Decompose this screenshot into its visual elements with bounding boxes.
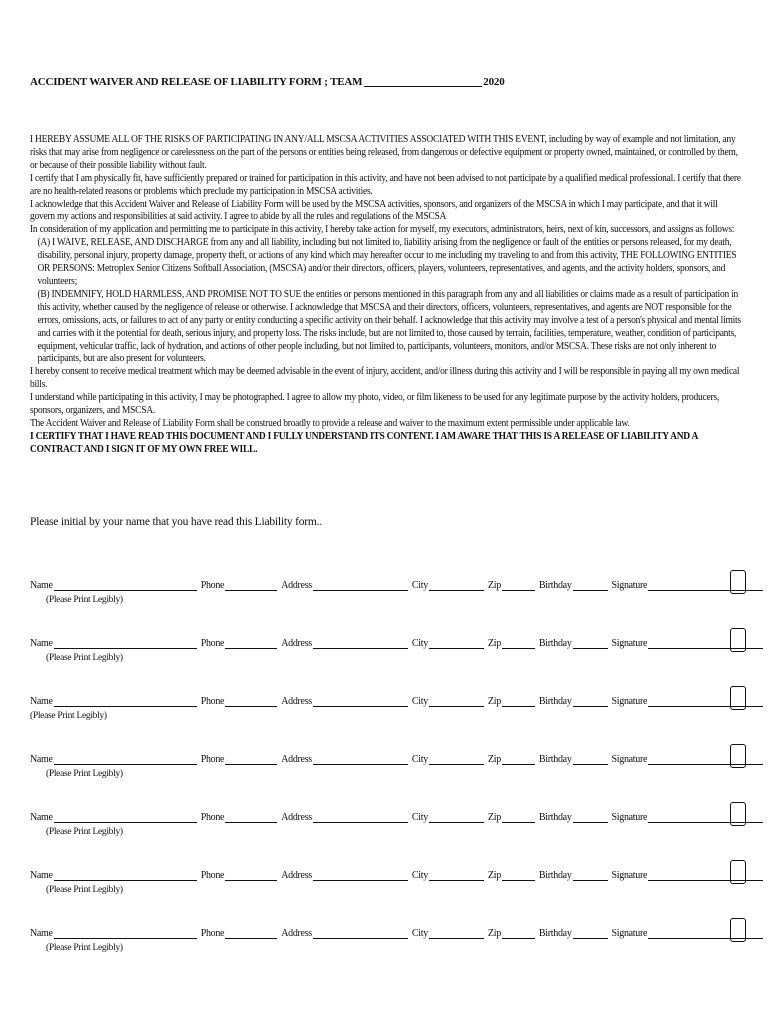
zip-field[interactable]	[502, 638, 535, 649]
address-field-group	[281, 580, 408, 591]
signature-row	[30, 580, 750, 620]
phone-field[interactable]	[225, 696, 277, 707]
address-field[interactable]	[313, 928, 408, 939]
initial-box[interactable]	[730, 802, 746, 826]
city-label: City	[411, 638, 428, 649]
signature-row	[30, 870, 750, 910]
address-label: Address	[281, 928, 312, 939]
birthday-field[interactable]	[573, 928, 608, 939]
birthday-field-group	[539, 580, 608, 591]
phone-field[interactable]	[225, 870, 277, 881]
paragraph-assume-risks: I HEREBY ASSUME ALL OF THE RISKS OF PARTICIPATING IN ANY/ALL MSCSA ACTIVITIES ASSOCIATED WITH THIS EVENT, including by way of example and not limitation, any risks that may arise from negligence or carelessness on the part of the persons or entities being released, from dangerous or defective equipment or property owned, maintained, or controlled by them, or because of their possible liability without fault.	[30, 134, 738, 171]
print-legibly-note: (Please Print Legibly)	[46, 769, 123, 779]
zip-field-group	[488, 580, 535, 591]
city-label: City	[411, 870, 428, 881]
name-label: Name	[30, 754, 53, 765]
birthday-field-group	[539, 754, 608, 765]
zip-label: Zip	[487, 754, 501, 765]
birthday-field[interactable]	[573, 812, 608, 823]
zip-field[interactable]	[502, 580, 535, 591]
phone-field[interactable]	[225, 580, 277, 591]
signature-row-fields	[30, 870, 767, 881]
city-field[interactable]	[429, 696, 484, 707]
address-label: Address	[281, 696, 312, 707]
city-label: City	[411, 812, 428, 823]
zip-label: Zip	[487, 870, 501, 881]
name-field-group	[30, 812, 197, 823]
birthday-label: Birthday	[538, 638, 572, 649]
zip-field-group	[488, 638, 535, 649]
name-field[interactable]	[54, 870, 197, 881]
name-label: Name	[30, 812, 53, 823]
city-field-group	[412, 928, 484, 939]
paragraph-certify: I CERTIFY THAT I HAVE READ THIS DOCUMENT AND I FULLY UNDERSTAND ITS CONTENT. I AM AWARE THAT THIS IS A RELEASE OF LIABILITY AND A CONTRACT AND I SIGN IT OF MY OWN FREE WILL.	[30, 430, 698, 455]
phone-field-group	[201, 812, 278, 823]
zip-field-group	[488, 754, 535, 765]
signature-row	[30, 754, 750, 794]
city-field-group	[412, 580, 484, 591]
phone-label: Phone	[200, 580, 225, 591]
city-field[interactable]	[429, 812, 484, 823]
name-field-group	[30, 870, 197, 881]
signature-row-fields	[30, 696, 767, 707]
signature-label: Signature	[611, 812, 648, 823]
phone-field[interactable]	[225, 812, 277, 823]
address-field-group	[281, 754, 408, 765]
zip-field-group	[488, 928, 535, 939]
phone-field-group	[201, 638, 278, 649]
name-field[interactable]	[54, 754, 197, 765]
address-field-group	[281, 928, 408, 939]
initial-box[interactable]	[730, 628, 746, 652]
paragraph-construed-broadly: The Accident Waiver and Release of Liability Form shall be construed broadly to provide a release and waiver to the maximum extent permissible under applicable law.	[30, 417, 630, 429]
paragraph-indemnify: (B) INDEMNIFY, HOLD HARMLESS, AND PROMISE NOT TO SUE the entities or persons mentioned in this paragraph from any and all liabilities or claims made as a result of participation in this activity, whether caused by the negligence of release or otherwise. I acknowledge that MSCSA and their directors, officers, volunteers, representatives, and agents are NOT responsible for the errors, omissions, acts, or failures to act of any party or entity conducting a specific activity on their behalf. I acknowledge that this activity may involve a test of a person's physical and mental limits and carries with it the potential for death, serious injury, and property loss. The risks include, but are not limited to, those caused by terrain, facilities, temperature, weather, condition of participants, equipment, vehicular traffic, lack of hydration, and actions of other people including, but not limited to, participants, volunteers, monitors, and/or MSCSA. These risks are not only inherent to participants, but are also present for volunteers.	[37, 288, 741, 365]
signature-row-fields	[30, 928, 767, 939]
name-label: Name	[30, 870, 53, 881]
zip-field[interactable]	[502, 696, 535, 707]
name-field-group	[30, 580, 197, 591]
birthday-field-group	[539, 812, 608, 823]
form-title	[30, 76, 505, 88]
city-label: City	[411, 696, 428, 707]
signature-label: Signature	[611, 580, 648, 591]
birthday-label: Birthday	[538, 754, 572, 765]
paragraph-physically-fit: I certify that I am physically fit, have sufficiently prepared or trained for participation in this activity, and have not been advised to not participate by a qualified medical professional. I certify that there are no health-related reasons or problems which preclude my participation in MSCSA activities.	[30, 172, 741, 197]
signature-label: Signature	[611, 928, 648, 939]
address-field[interactable]	[313, 754, 408, 765]
initial-box[interactable]	[730, 860, 746, 884]
address-label: Address	[281, 580, 312, 591]
phone-field-group	[201, 754, 278, 765]
phone-field[interactable]	[225, 928, 277, 939]
signature-label: Signature	[611, 638, 648, 649]
name-field-group	[30, 696, 197, 707]
address-field[interactable]	[313, 696, 408, 707]
signature-label: Signature	[611, 870, 648, 881]
birthday-field[interactable]	[573, 696, 608, 707]
phone-label: Phone	[200, 696, 225, 707]
city-field-group	[412, 696, 484, 707]
form-title-text: ACCIDENT WAIVER AND RELEASE OF LIABILITY FORM ; TEAM	[30, 76, 363, 88]
address-field-group	[281, 870, 408, 881]
city-field[interactable]	[429, 580, 484, 591]
address-label: Address	[281, 754, 312, 765]
waiver-body	[30, 134, 741, 457]
address-label: Address	[281, 812, 312, 823]
address-field[interactable]	[313, 638, 408, 649]
city-field[interactable]	[429, 928, 484, 939]
initial-instruction: Please initial by your name that you have read this Liability form..	[30, 516, 323, 528]
zip-field-group	[488, 812, 535, 823]
address-label: Address	[281, 870, 312, 881]
paragraph-acknowledge-use: I acknowledge that this Accident Waiver and Release of Liability Form will be used by the MSCSA activities, sponsors, and organizers of the MSCSA in which I may participate, and that it will govern my actions and responsibilities at said activity. I agree to abide by all the rules and regulations of the MSCSA	[30, 198, 718, 223]
birthday-field[interactable]	[573, 870, 608, 881]
birthday-field-group	[539, 696, 608, 707]
birthday-field[interactable]	[573, 638, 608, 649]
city-field[interactable]	[429, 870, 484, 881]
signature-label: Signature	[611, 696, 648, 707]
print-legibly-note: (Please Print Legibly)	[46, 595, 123, 605]
name-field-group	[30, 638, 197, 649]
name-label: Name	[30, 638, 53, 649]
initial-box[interactable]	[730, 918, 746, 942]
phone-label: Phone	[200, 638, 225, 649]
signature-row-fields	[30, 754, 767, 765]
signature-label: Signature	[611, 754, 648, 765]
paragraph-waive-release: (A) I WAIVE, RELEASE, AND DISCHARGE from any and all liability, including but not limited to, liability arising from the negligence or fault of the entities or persons released, for my death, disability, personal injury, property damage, property theft, or actions of any kind which may hereafter occur to me including my traveling to and from this activity, THE FOLLOWING ENTITIES OR PERSONS: Metroplex Senior Citizens Softball Association, (MSCSA) and/or their directors, officers, players, volunteers, representatives, and agents, and the activity holders, sponsors, and volunteers;	[37, 237, 737, 287]
initial-box[interactable]	[730, 744, 746, 768]
birthday-label: Birthday	[538, 580, 572, 591]
zip-field[interactable]	[502, 812, 535, 823]
name-field-group	[30, 928, 197, 939]
paragraph-consideration: In consideration of my application and permitting me to participate in this activity, I hereby take action for myself, my executors, administrators, heirs, next of kin, successors, and assigns as follows:	[30, 224, 735, 236]
name-label: Name	[30, 696, 53, 707]
address-field-group	[281, 696, 408, 707]
city-field-group	[412, 870, 484, 881]
form-title-year: 2020	[483, 76, 505, 88]
birthday-label: Birthday	[538, 870, 572, 881]
paragraph-medical-consent: I hereby consent to receive medical treatment which may be deemed advisable in the event of injury, accident, and/or illness during this activity and I will be responsible in paying all my own medical bills.	[30, 366, 740, 391]
birthday-label: Birthday	[538, 812, 572, 823]
address-field[interactable]	[313, 812, 408, 823]
initial-box[interactable]	[730, 686, 746, 710]
name-label: Name	[30, 580, 53, 591]
zip-field-group	[488, 696, 535, 707]
city-field-group	[412, 812, 484, 823]
birthday-field[interactable]	[573, 580, 608, 591]
signature-row	[30, 696, 750, 736]
address-field-group	[281, 638, 408, 649]
zip-field[interactable]	[502, 928, 535, 939]
signature-row-fields	[30, 580, 767, 591]
zip-label: Zip	[487, 638, 501, 649]
phone-field[interactable]	[225, 638, 277, 649]
signature-row	[30, 928, 750, 968]
city-label: City	[411, 580, 428, 591]
name-field[interactable]	[54, 638, 197, 649]
print-legibly-note: (Please Print Legibly)	[46, 885, 123, 895]
zip-field[interactable]	[502, 754, 535, 765]
name-field[interactable]	[54, 928, 197, 939]
name-field-group	[30, 754, 197, 765]
city-field-group	[412, 638, 484, 649]
name-field[interactable]	[54, 812, 197, 823]
city-field[interactable]	[429, 638, 484, 649]
city-field-group	[412, 754, 484, 765]
print-legibly-note: (Please Print Legibly)	[46, 943, 123, 953]
phone-label: Phone	[200, 870, 225, 881]
address-field[interactable]	[313, 580, 408, 591]
name-field[interactable]	[54, 580, 197, 591]
zip-field[interactable]	[502, 870, 535, 881]
birthday-field-group	[539, 638, 608, 649]
birthday-field-group	[539, 870, 608, 881]
city-field[interactable]	[429, 754, 484, 765]
city-label: City	[411, 928, 428, 939]
birthday-field-group	[539, 928, 608, 939]
zip-label: Zip	[487, 928, 501, 939]
zip-label: Zip	[487, 696, 501, 707]
birthday-field[interactable]	[573, 754, 608, 765]
address-label: Address	[281, 638, 312, 649]
name-field[interactable]	[54, 696, 197, 707]
print-legibly-note: (Please Print Legibly)	[30, 711, 107, 721]
phone-field-group	[201, 928, 278, 939]
signature-row-fields	[30, 638, 767, 649]
city-label: City	[411, 754, 428, 765]
zip-label: Zip	[487, 580, 501, 591]
phone-field-group	[201, 870, 278, 881]
print-legibly-note: (Please Print Legibly)	[46, 827, 123, 837]
zip-field-group	[488, 870, 535, 881]
signature-row	[30, 638, 750, 678]
address-field-group	[281, 812, 408, 823]
team-name-field[interactable]	[364, 76, 482, 87]
phone-label: Phone	[200, 754, 225, 765]
birthday-label: Birthday	[538, 696, 572, 707]
phone-label: Phone	[200, 812, 225, 823]
birthday-label: Birthday	[538, 928, 572, 939]
zip-label: Zip	[487, 812, 501, 823]
phone-field-group	[201, 580, 278, 591]
phone-label: Phone	[200, 928, 225, 939]
signature-row	[30, 812, 750, 852]
initial-box[interactable]	[730, 570, 746, 594]
print-legibly-note: (Please Print Legibly)	[46, 653, 123, 663]
name-label: Name	[30, 928, 53, 939]
phone-field-group	[201, 696, 278, 707]
signature-row-fields	[30, 812, 767, 823]
address-field[interactable]	[313, 870, 408, 881]
paragraph-photo-consent: I understand while participating in this activity, I may be photographed. I agree to allow my photo, video, or film likeness to be used for any legitimate purpose by the activity holders, producers, sponsors, organizers, and MSCSA.	[30, 392, 720, 417]
phone-field[interactable]	[225, 754, 277, 765]
